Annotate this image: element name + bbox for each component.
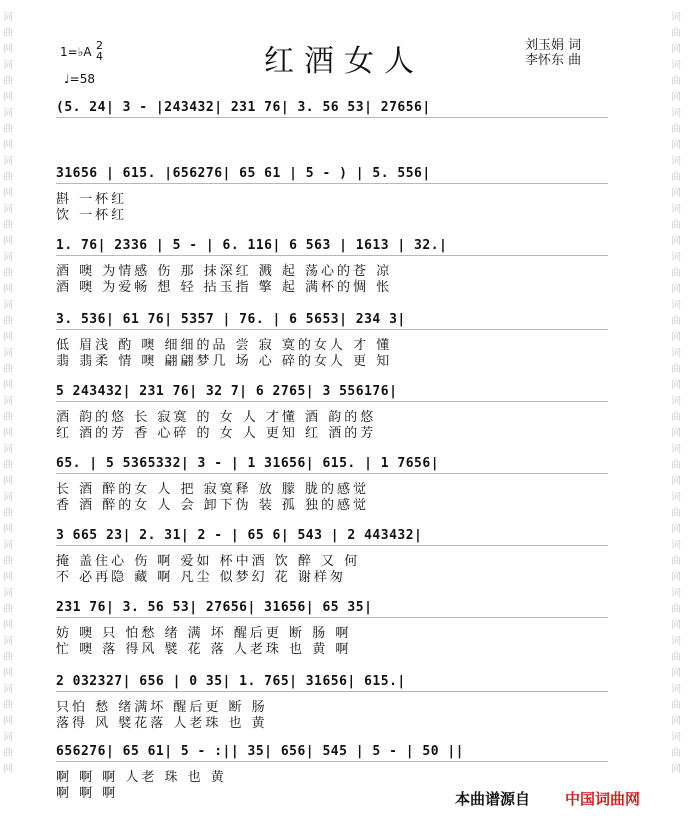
underline-beam — [56, 617, 608, 619]
site-name: 中国词曲网 — [565, 790, 641, 808]
source-label: 本曲谱源自 — [455, 790, 531, 808]
notation-line: 3. 536| 61 76| 5357 | 76. | 6 5653| 234 3| — [56, 312, 406, 327]
underline-beam — [56, 117, 608, 119]
footer — [0, 786, 688, 816]
time-signature-top: 2 — [96, 39, 103, 52]
notation-line: (5. 24| 3 - |243432| 231 76| 3. 56 53| 27656| — [56, 100, 431, 115]
notation-line: 656276| 65 61| 5 - :|| 35| 656| 545 | 5 - | 50 || — [56, 744, 465, 759]
score-row-6 — [56, 456, 608, 514]
tempo-marking: ♩=58 — [64, 72, 95, 86]
lyric-line-1: 酒 韵的悠 长 寂寞 的 女 人 才懂 酒 韵的悠 — [56, 410, 377, 425]
score-row-1 — [56, 100, 608, 158]
underline-beam — [56, 183, 608, 185]
lyric-line-1: 酒 噢 为情感 伤 那 抹深红 溅 起 荡心的苍 凉 — [56, 264, 393, 279]
lyric-line-1: 斟 一杯红 — [56, 192, 128, 207]
underline-beam — [56, 255, 608, 257]
key-signature: 1=♭A — [60, 45, 92, 59]
notation-line: 1. 76| 2336 | 5 - | 6. 116| 6 563 | 1613 | 32.| — [56, 238, 448, 253]
score-row-5 — [56, 384, 608, 442]
lyricist: 刘玉娟 词 — [525, 38, 582, 53]
notation-line: 231 76| 3. 56 53| 27656| 31656| 65 35| — [56, 600, 373, 615]
time-signature-bottom: 4 — [96, 50, 103, 63]
underline-beam — [56, 401, 608, 403]
underline-beam — [56, 761, 608, 763]
watermark-left: 词曲网词曲网词曲网词曲网词曲网词曲网词曲网词曲网词曲网词曲网词曲网词曲网词曲网词曲网词曲网词曲网 — [3, 12, 13, 775]
lyric-line-2: 翡 翡柔 情 噢 翩翩梦几 场 心 碎的女人 更 知 — [56, 354, 393, 369]
underline-beam — [56, 691, 608, 693]
notation-line: 5 243432| 231 76| 32 7| 6 2765| 3 556176| — [56, 384, 398, 399]
score-header — [0, 0, 688, 100]
song-title: 红酒女人 — [264, 44, 424, 79]
lyric-line-2: 忙 噢 落 得风 襞 花 落 人老珠 也 黄 啊 — [56, 642, 352, 657]
notation-line: 3 665 23| 2. 31| 2 - | 65 6| 543 | 2 443432| — [56, 528, 423, 543]
score-row-9 — [56, 674, 608, 732]
lyric-line-1: 啊 啊 啊 人老 珠 也 黄 — [56, 770, 227, 785]
lyric-line-2: 啊 啊 啊 — [56, 786, 119, 801]
notation-line: 31656 | 615. |656276| 65 61 | 5 - ) | 5. 556| — [56, 166, 431, 181]
lyric-line-2: 饮 一杯红 — [56, 208, 128, 223]
composer: 李怀东 曲 — [525, 53, 582, 68]
underline-beam — [56, 545, 608, 547]
watermark-right: 词曲网词曲网词曲网词曲网词曲网词曲网词曲网词曲网词曲网词曲网词曲网词曲网词曲网词曲网词曲网词曲网 — [671, 12, 681, 775]
lyric-line-1: 妨 噢 只 怕愁 绪 满 坏 醒后更 断 肠 啊 — [56, 626, 352, 641]
score-row-4 — [56, 312, 608, 370]
lyric-line-2: 香 酒 醉的女 人 会 卸下伪 装 孤 独的感觉 — [56, 498, 370, 513]
notation-line: 65. | 5 5365332| 3 - | 1 31656| 615. | 1 7656| — [56, 456, 440, 471]
notation-line: 2 032327| 656 | 0 35| 1. 765| 31656| 615.| — [56, 674, 406, 689]
score-row-8 — [56, 600, 608, 658]
credits — [525, 38, 581, 68]
lyric-line-2: 落得 风 襞花落 人老珠 也 黄 — [56, 716, 268, 731]
score-row-2 — [56, 166, 608, 224]
lyric-line-2: 红 酒的芳 香 心碎 的 女 人 更知 红 酒的芳 — [56, 426, 377, 441]
underline-beam — [56, 329, 608, 331]
lyric-line-1: 长 酒 醉的女 人 把 寂寞释 放 朦 胧的感觉 — [56, 482, 370, 497]
score-row-7 — [56, 528, 608, 586]
underline-beam — [56, 473, 608, 475]
lyric-line-2: 酒 噢 为爱畅 想 轻 拈玉指 擎 起 满杯的惆 怅 — [56, 280, 393, 295]
lyric-line-1: 掩 盖住心 伤 啊 爱如 杯中酒 饮 醉 又 何 — [56, 554, 361, 569]
lyric-line-1: 低 眉浅 酌 噢 细细的品 尝 寂 寞的女人 才 懂 — [56, 338, 393, 353]
score-row-3 — [56, 238, 608, 296]
lyric-line-1: 只怕 愁 绪满坏 醒后更 断 肠 — [56, 700, 268, 715]
lyric-line-2: 不 必再隐 藏 啊 凡尘 似梦幻 花 谢样匆 — [56, 570, 346, 585]
